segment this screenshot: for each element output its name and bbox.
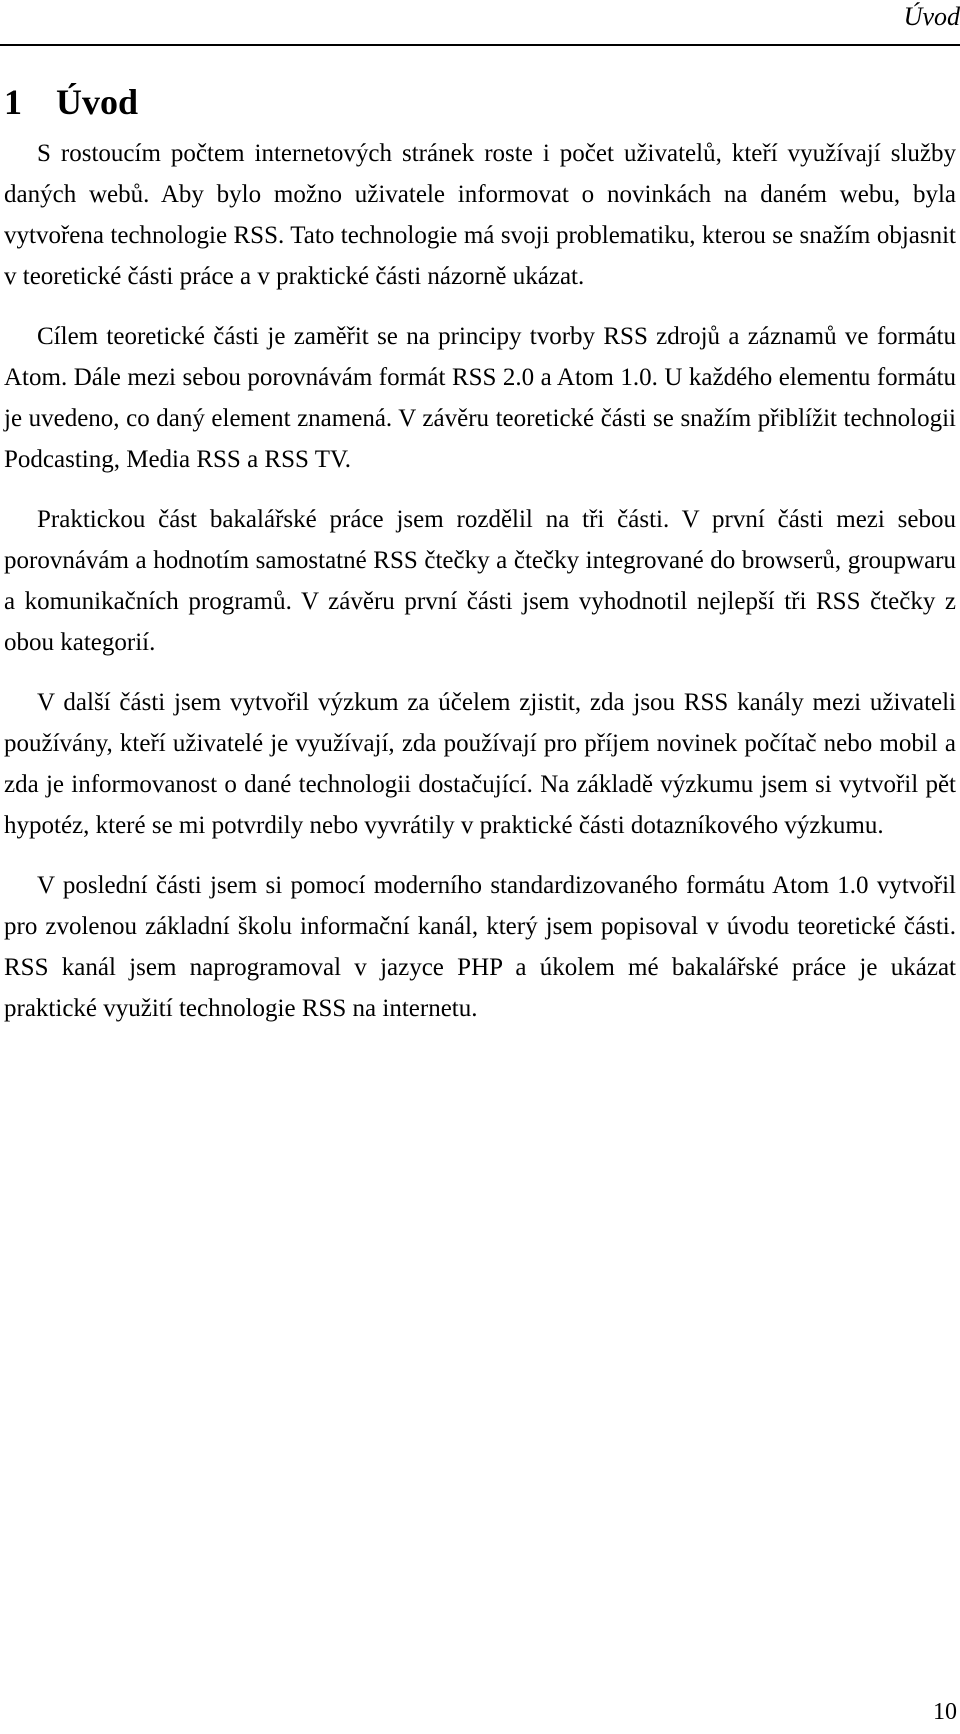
paragraph-2: Cílem teoretické části je zaměřit se na principy tvorby RSS zdrojů a záznamů ve formátu Atom. Dále mezi sebou porovnávám formát RSS 2.0 a Atom 1.0. U každého elementu formátu je uvedeno, co daný element znamená. V závěru teoretické části se snažím přiblížit technologii Podcasting, Media RSS a RSS TV.: [4, 323, 956, 473]
page-number: 10: [933, 1699, 957, 1725]
chapter-heading: [4, 80, 138, 124]
chapter-title: Úvod: [56, 82, 139, 122]
header-rule: [0, 44, 960, 46]
body-text: [4, 133, 956, 1029]
paragraph-1: S rostoucím počtem internetových stránek roste i počet uživatelů, kteří využívají služby daných webů. Aby bylo možno uživatele informovat o novinkách na daném webu, byla vytvořena technologie RSS. Tato technologie má svoji problematiku, kterou se snažím objasnit v teoretické části práce a v praktické části názorně ukázat.: [4, 140, 956, 290]
paragraph-3: Praktickou část bakalářské práce jsem rozdělil na tři části. V první části mezi sebou porovnávám a hodnotím samostatné RSS čtečky a čtečky integrované do browserů, groupwaru a komunikačních programů. V závěru první části jsem vyhodnotil nejlepší tři RSS čtečky z obou kategorií.: [4, 506, 956, 656]
paragraph-4: V další části jsem vytvořil výzkum za účelem zjistit, zda jsou RSS kanály mezi uživateli používány, kteří uživatelé je využívají, zda používají pro příjem novinek počítač nebo mobil a zda je informovanost o dané technologii dostačující. Na základě výzkumu jsem si vytvořil pět hypotéz, které se mi potvrdily nebo vyvrátily v praktické části dotazníkového výzkumu.: [4, 689, 956, 839]
paragraph-5: V poslední části jsem si pomocí moderního standardizovaného formátu Atom 1.0 vytvořil pro zvolenou základní školu informační kanál, který jsem popisoval v úvodu teoretické části. RSS kanál jsem naprogramoval v jazyce PHP a úkolem mé bakalářské práce je ukázat praktické využití technologie RSS na internetu.: [4, 872, 956, 1022]
running-header: Úvod: [903, 2, 960, 31]
chapter-number: 1: [4, 82, 22, 122]
